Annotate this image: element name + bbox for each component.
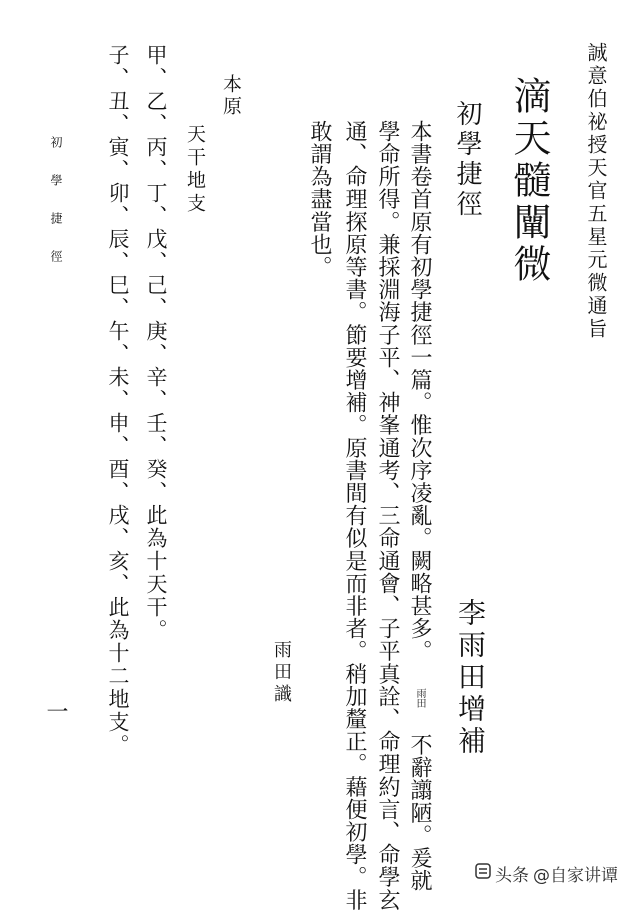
- body-line-1-text: 本書卷首原有初學捷徑一篇。惟次序凌亂。闕略甚多。: [407, 120, 432, 663]
- watermark: [475, 861, 618, 886]
- body-line-1: [408, 120, 430, 892]
- inline-note-name: 雨田: [414, 688, 425, 709]
- author-credit: 李雨田增補: [454, 598, 487, 758]
- headline-logo-icon: [475, 863, 491, 884]
- chapter-title: 本原: [220, 74, 242, 118]
- body-line-4: 敢謂為盡當也。: [307, 120, 332, 279]
- body-line-2: 學命所得。兼採淵海子平、神峯通考、三命通會、子平真詮、命理約言、命學玄: [375, 120, 400, 911]
- heavenly-stems-list: 甲、乙、丙、丁、戊、己、庚、辛、壬、癸、此為十天干。: [144, 44, 168, 642]
- section-title: 初學捷徑: [452, 100, 482, 220]
- earthly-branches-list: 子、丑、寅、卯、辰、巳、午、未、申、酉、戌、亥、此為十二地支。: [106, 44, 130, 757]
- preface-signature: 雨田識: [271, 640, 292, 706]
- watermark-account: @自家讲谭: [533, 866, 618, 886]
- book-header: 誠意伯祕授天官五星元微通旨: [584, 42, 608, 341]
- watermark-source: 头条: [495, 866, 529, 886]
- page-number: 一: [43, 700, 68, 722]
- margin-running-title: 初學捷徑: [49, 136, 63, 288]
- body-line-3: 通、命理探原等書。節要增補。原書間有似是而非者。稍加釐正。藉便初學。非: [342, 120, 367, 911]
- book-title: 滴天髓闡微: [507, 76, 551, 286]
- body-line-1-continuation: 不辭譾陋。爰就: [407, 733, 432, 892]
- subsection-heading: 天干地支: [184, 124, 206, 216]
